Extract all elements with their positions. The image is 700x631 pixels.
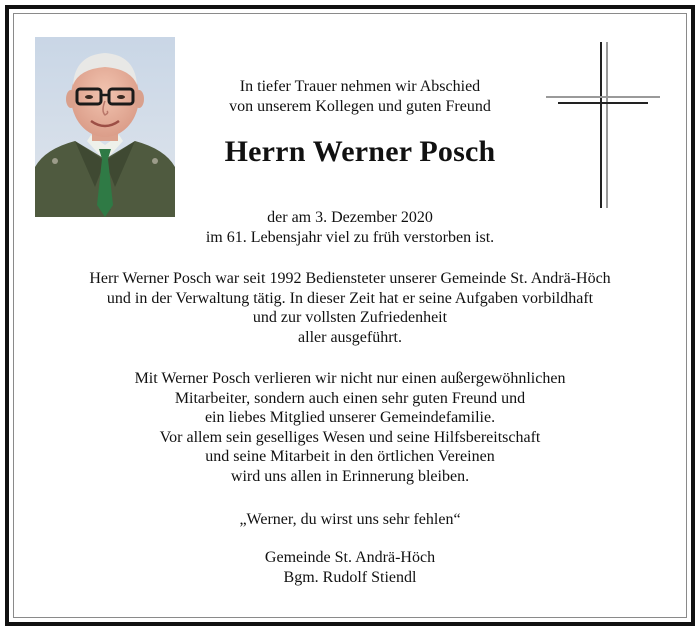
- paragraph-line: Vor allem sein geselliges Wesen und seine Hilfsbereitschaft: [159, 428, 541, 446]
- cross-icon: [546, 42, 660, 208]
- paragraph-line: ein liebes Mitglied unserer Gemeindefamilie.: [204, 409, 496, 426]
- paragraph-line: und zur vollsten Zufriedenheit: [252, 309, 448, 326]
- death-notice: [0, 208, 700, 247]
- career-paragraph: [0, 269, 700, 347]
- paragraph-line: wird uns allen in Erinnerung bleiben.: [230, 467, 470, 485]
- portrait-photo: [35, 37, 175, 217]
- paragraph-line: und seine Mitarbeit in den örtlichen Vereinen: [205, 448, 495, 465]
- farewell-quote: „Werner, du wirst uns sehr fehlen“: [239, 511, 461, 528]
- death-line: im 61. Lebensjahr viel zu früh verstorben ist.: [205, 228, 495, 246]
- deceased-name: Herrn Werner Posch: [224, 135, 496, 168]
- signature-line: Bgm. Rudolf Stiendl: [283, 568, 417, 586]
- intro-text: [180, 77, 540, 116]
- signature-line: Gemeinde St. Andrä-Höch: [264, 549, 436, 566]
- paragraph-line: aller ausgeführt.: [298, 328, 402, 346]
- tribute-paragraph: [0, 369, 700, 486]
- paragraph-line: Mitarbeiter, sondern auch einen sehr guten Freund und: [174, 389, 526, 407]
- signature-block: [0, 548, 700, 587]
- paragraph-line: Mit Werner Posch verlieren wir nicht nur einen außergewöhnlichen: [134, 370, 566, 387]
- paragraph-line: und in der Verwaltung tätig. In dieser Zeit hat er seine Aufgaben vorbildhaft: [106, 289, 594, 307]
- death-line: der am 3. Dezember 2020: [267, 209, 433, 226]
- paragraph-line: Herr Werner Posch war seit 1992 Bediensteter unserer Gemeinde St. Andrä-Höch: [89, 270, 611, 287]
- intro-line: In tiefer Trauer nehmen wir Abschied: [239, 78, 481, 95]
- intro-line: von unserem Kollegen und guten Freund: [229, 97, 491, 115]
